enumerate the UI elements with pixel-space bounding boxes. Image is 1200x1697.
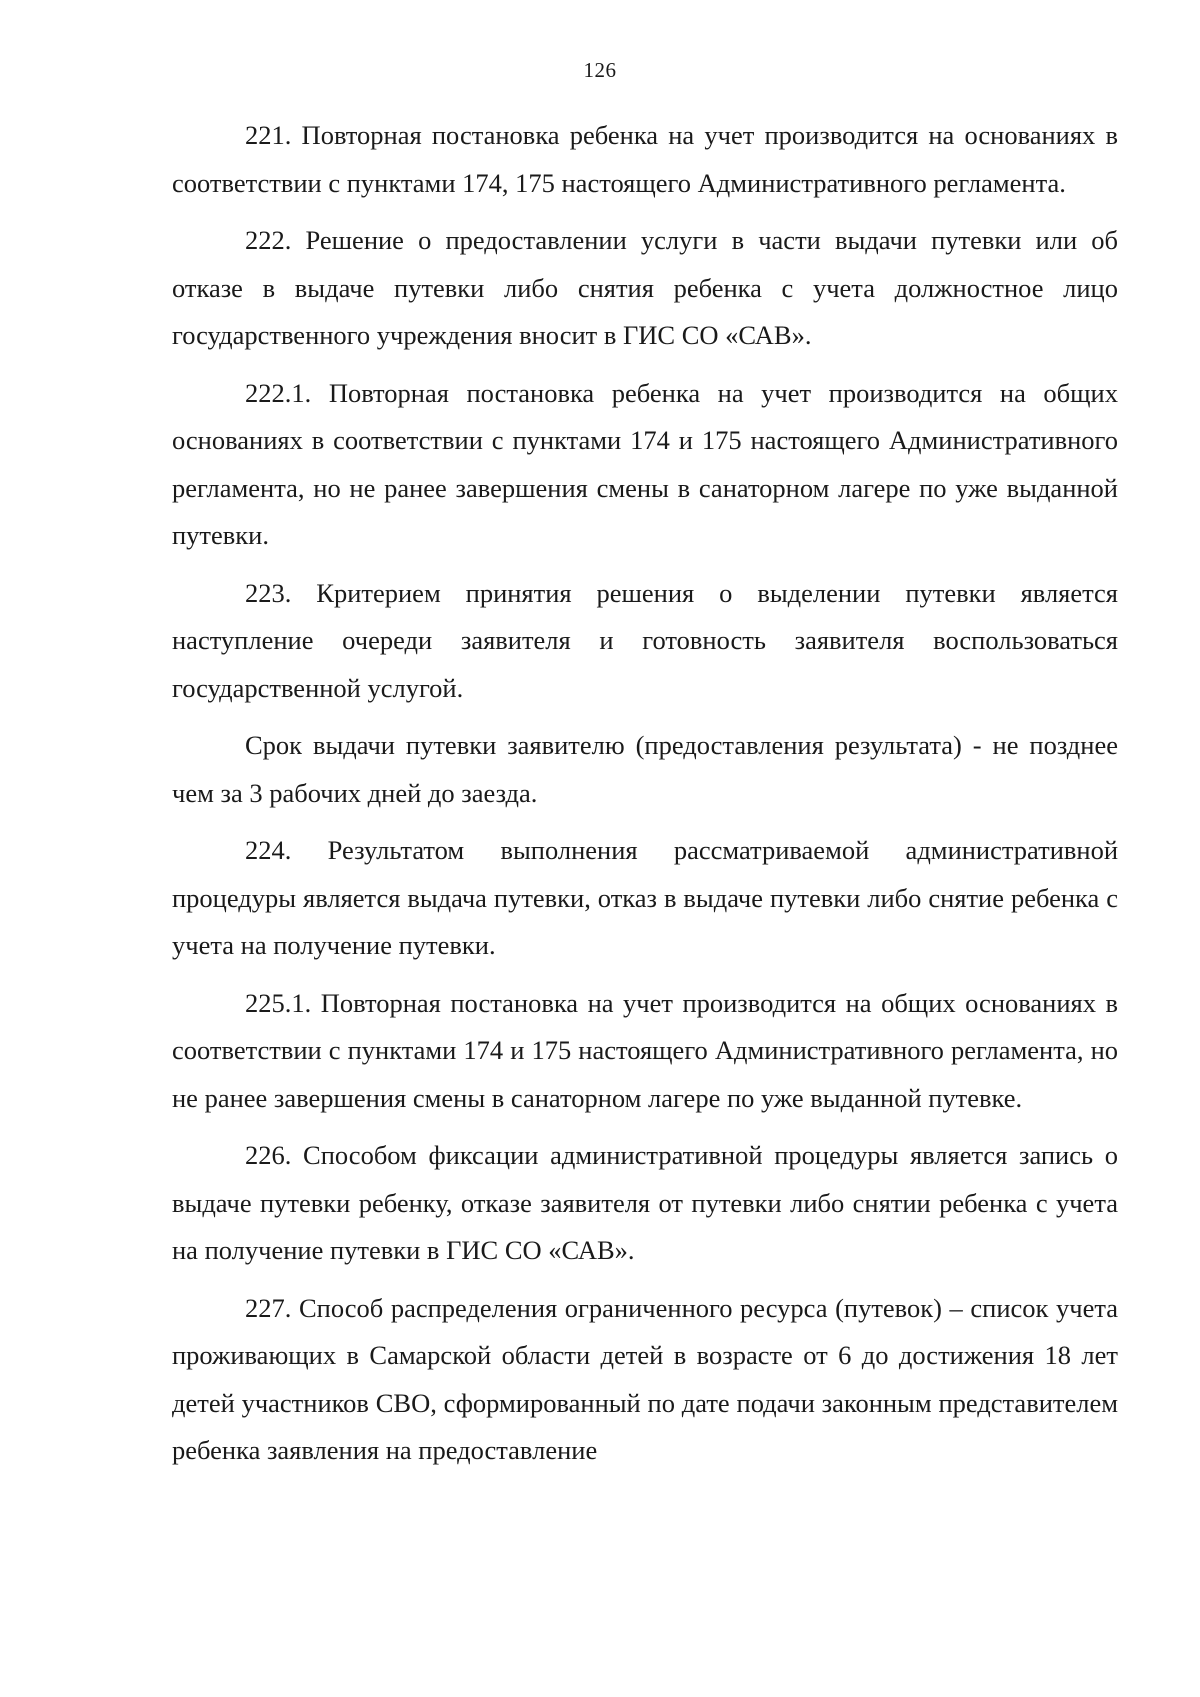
page-number: 126: [583, 58, 617, 82]
paragraph-227: 227. Способ распределения ограниченного ресурса (путевок) – список учета проживающих в Самарской области детей в возрасте от 6 до достижения 18 лет детей участников СВО, сформированный по дате подачи законным представителем ребенка заявления на предоставление: [172, 1292, 1118, 1465]
paragraph-222-1: 222.1. Повторная постановка ребенка на учет производится на общих основаниях в соответствии с пунктами 174 и 175 настоящего Административного регламента, но не ранее завершения смены в санаторном лагере по уже выданной путевки.: [172, 377, 1118, 550]
paragraph-224: 224. Результатом выполнения рассматриваемой административной процедуры является выдача путевки, отказ в выдаче путевки либо снятие ребенка с учета на получение путевки.: [172, 835, 1118, 960]
paragraph-226: 226. Способом фиксации административной процедуры является запись о выдаче путевки ребенку, отказе заявителя от путевки либо снятии ребенка с учета на получение путевки в ГИС СО «САВ».: [172, 1140, 1118, 1265]
paragraph-223: 223. Критерием принятия решения о выделении путевки является наступление очереди заявителя и готовность заявителя воспользоваться государственной услугой.: [172, 577, 1118, 703]
paragraph-issue-deadline: Срок выдачи путевки заявителю (предоставления результата) - не позднее чем за 3 рабочих дней до заезда.: [172, 730, 1118, 808]
paragraph-222: 222. Решение о предоставлении услуги в части выдачи путевки или об отказе в выдаче путевки либо снятия ребенка с учета должностное лицо государственного учреждения вносит в ГИС СО «САВ».: [172, 225, 1118, 350]
paragraph-225-1: 225.1. Повторная постановка на учет производится на общих основаниях в соответствии с пунктами 174 и 175 настоящего Административного регламента, но не ранее завершения смены в санаторном лагере по уже выданной путевке.: [172, 987, 1118, 1113]
document-body: [172, 112, 1118, 1475]
paragraph-221: 221. Повторная постановка ребенка на учет производится на основаниях в соответствии с пунктами 174, 175 настоящего Административного регламента.: [172, 120, 1118, 198]
